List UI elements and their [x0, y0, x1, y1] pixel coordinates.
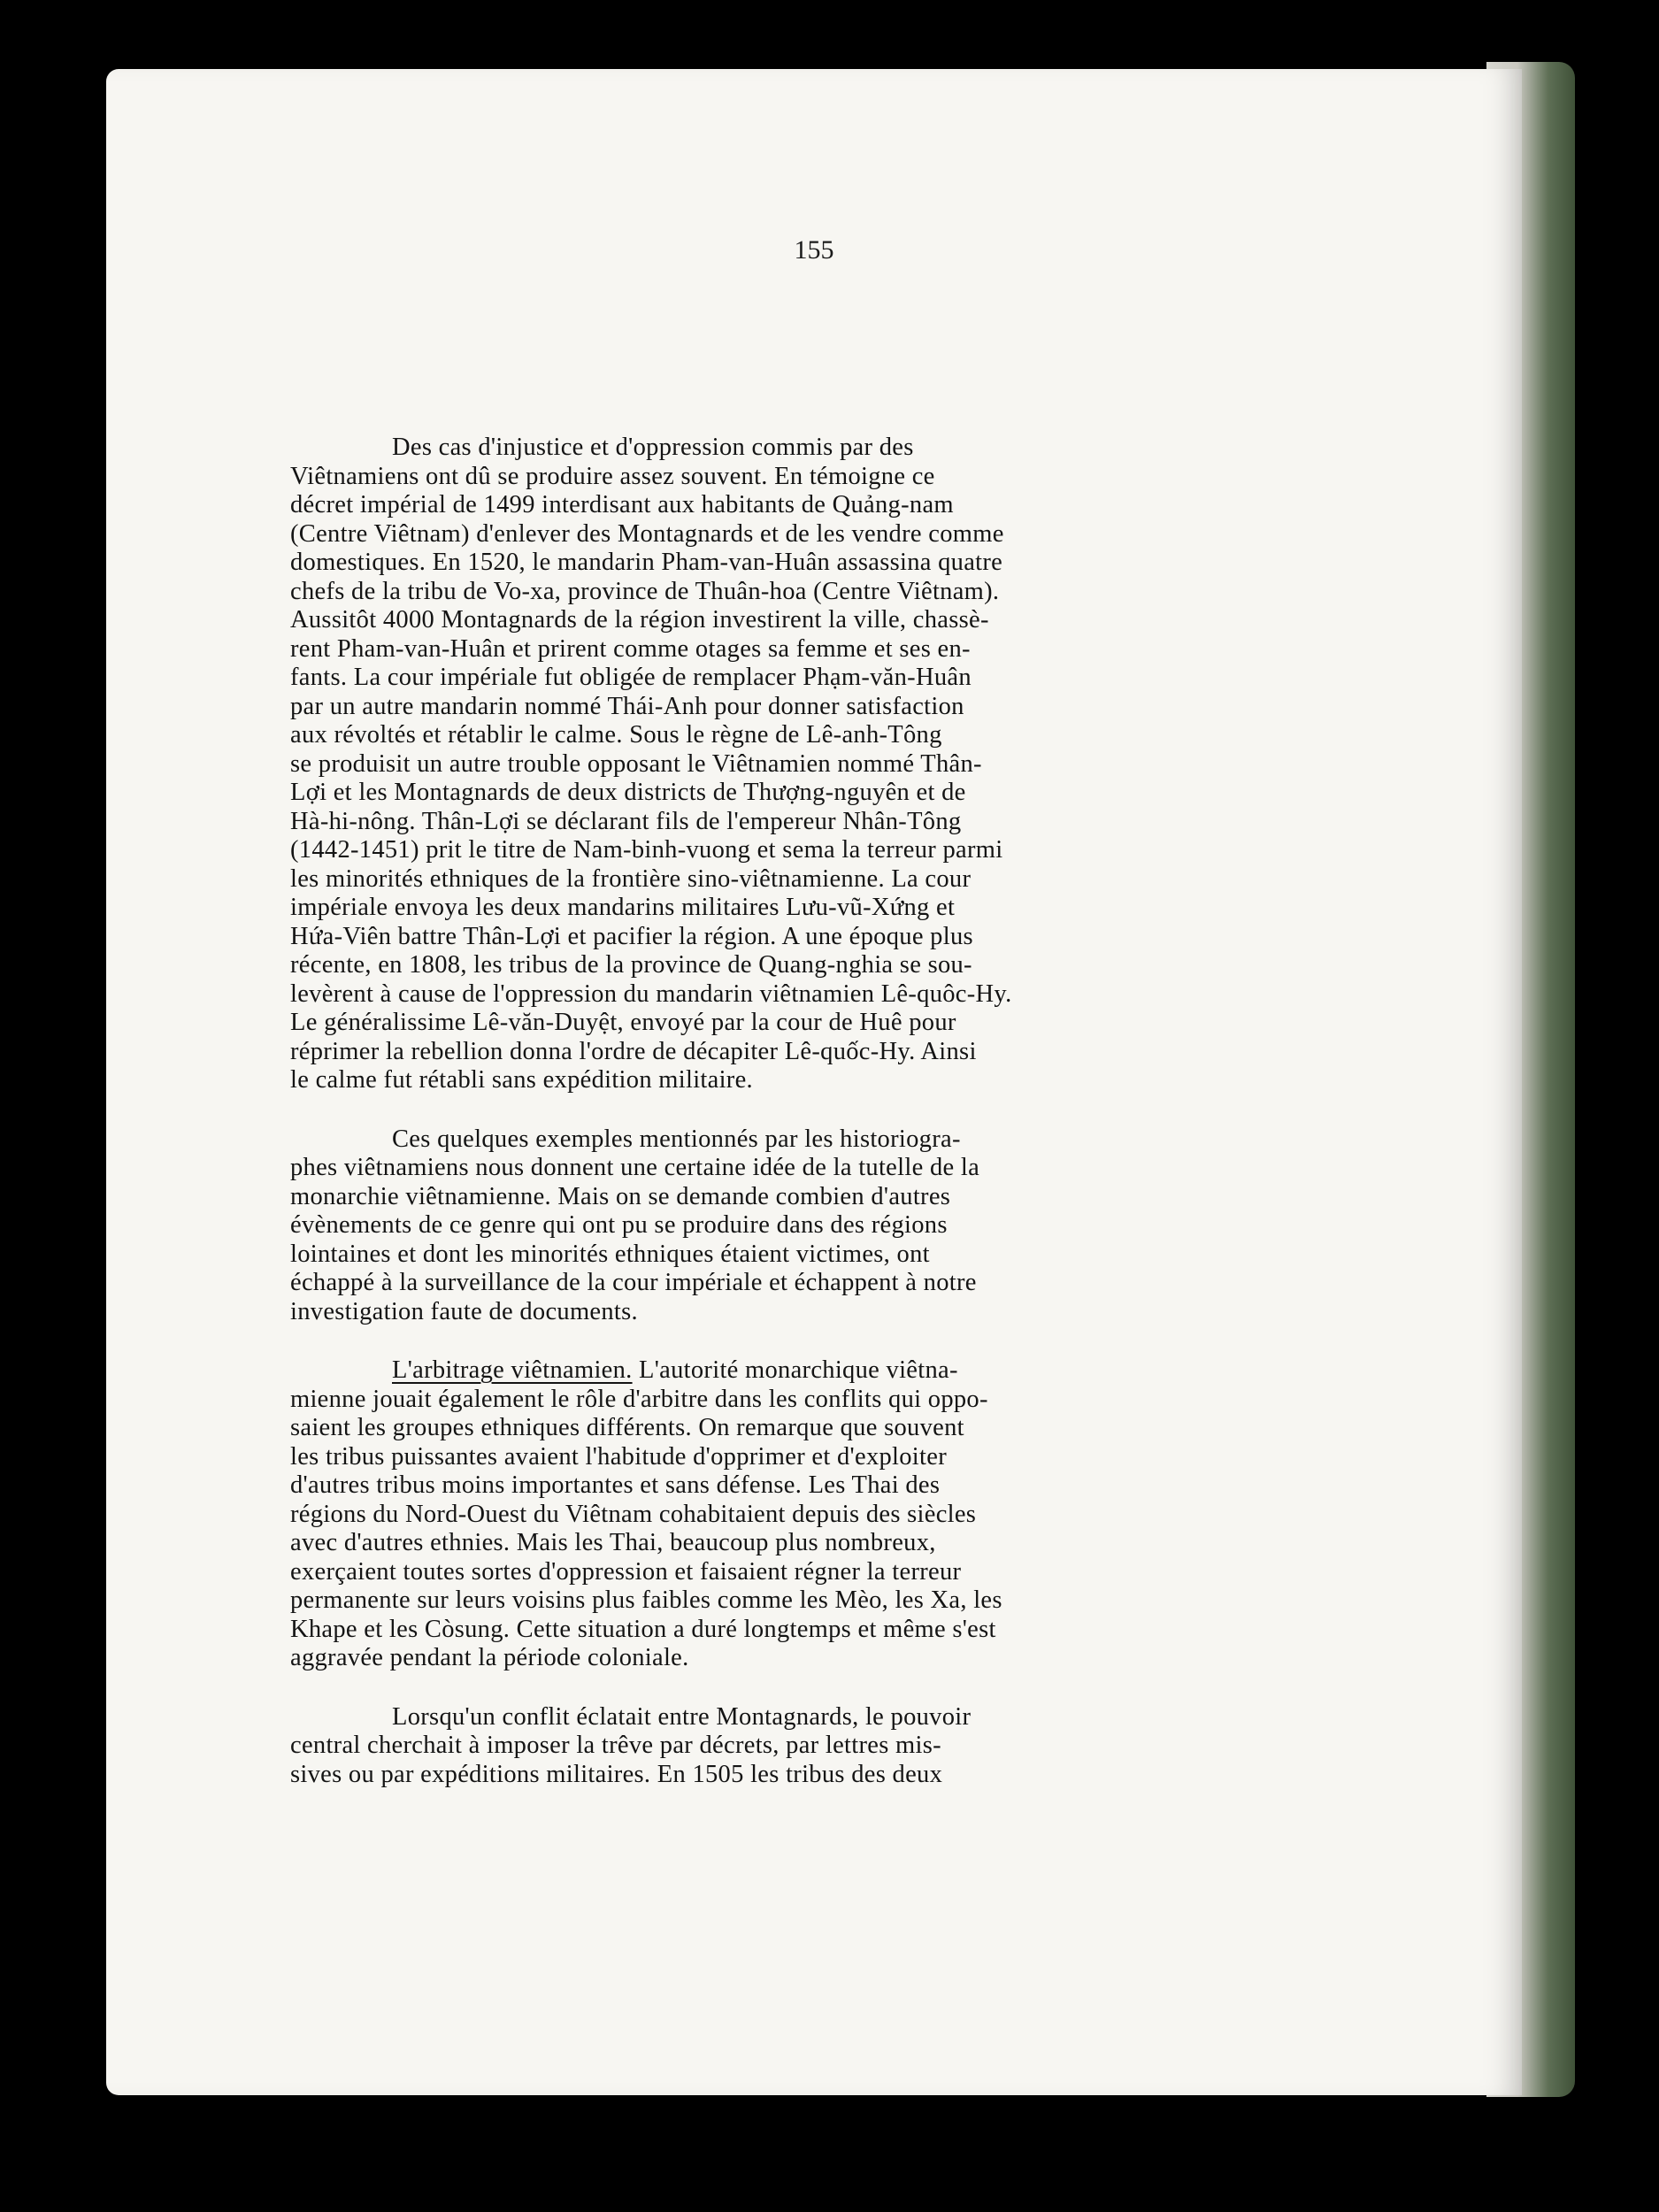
- text-line: les minorités ethniques de la frontière sino-viêtnamienne. La cour: [290, 864, 972, 893]
- text-line: Viêtnamiens ont dû se produire assez souvent. En témoigne ce: [290, 462, 935, 490]
- text-line: permanente sur leurs voisins plus faibles comme les Mèo, les Xa, les: [290, 1586, 1002, 1614]
- text-line: saient les groupes ethniques différents. On remarque que souvent: [290, 1414, 964, 1441]
- text-line: aggravée pendant la période coloniale.: [290, 1644, 689, 1671]
- text-line: Ces quelques exemples mentionnés par les historiogra-: [392, 1125, 961, 1153]
- text-line: se produisit un autre trouble opposant le Viêtnamien nommé Thân-: [290, 749, 982, 778]
- text-line: le calme fut rétabli sans expédition militaire.: [290, 1066, 753, 1094]
- text-line: aux révoltés et rétablir le calme. Sous le règne de Lê-anh-Tông: [290, 721, 942, 749]
- text-line: exerçaient toutes sortes d'oppression et faisaient régner la terreur: [290, 1557, 962, 1586]
- text-line: Hà-hi-nông. Thân-Lợi se déclarant fils de l'empereur Nhân-Tông: [290, 807, 962, 835]
- text-line: levèrent à cause de l'oppression du mandarin viêtnamien Lê-quôc-Hy.: [290, 979, 1012, 1008]
- text-line: Le généralissime Lê-văn-Duyệt, envoyé par la cour de Huê pour: [290, 1009, 956, 1036]
- text-line: monarchie viêtnamienne. Mais on se demande combien d'autres: [290, 1182, 951, 1210]
- text-line: échappé à la surveillance de la cour impériale et échappent à notre: [290, 1269, 977, 1296]
- text-line: mienne jouait également le rôle d'arbitre dans les conflits qui oppo-: [290, 1385, 988, 1413]
- text-line: Lorsqu'un conflit éclatait entre Montagnards, le pouvoir: [392, 1702, 972, 1731]
- paragraph-gap: [290, 1326, 1463, 1356]
- paragraph-gap: [290, 1673, 1463, 1703]
- text-line: rent Pham-van-Huân et prirent comme otages sa femme et ses en-: [290, 634, 971, 663]
- text-line: régions du Nord-Ouest du Viêtnam cohabitaient depuis des siècles: [290, 1500, 977, 1528]
- text-line: d'autres tribus moins importantes et sans défense. Les Thai des: [290, 1471, 941, 1499]
- text-line: (1442-1451) prit le titre de Nam-binh-vuong et sema la terreur parmi: [290, 836, 1003, 864]
- text-line: Aussitôt 4000 Montagnards de la région investirent la ville, chassè-: [290, 606, 989, 634]
- text-line: réprimer la rebellion donna l'ordre de décapiter Lê-quốc-Hy. Ainsi: [290, 1037, 977, 1065]
- paragraph-gap: [290, 1095, 1463, 1125]
- paragraph-2: [290, 1125, 1463, 1327]
- text-line: par un autre mandarin nommé Thái-Anh pour donner satisfaction: [290, 692, 964, 720]
- text-line: phes viêtnamiens nous donnent une certaine idée de la tutelle de la: [290, 1154, 980, 1181]
- text-line: Des cas d'injustice et d'oppression commis par des: [392, 434, 914, 461]
- text-line: évènements de ce genre qui ont pu se produire dans des régions: [290, 1211, 948, 1239]
- paragraph-1: [290, 434, 1463, 1095]
- text-line: avec d'autres ethnies. Mais les Thai, beaucoup plus nombreux,: [290, 1529, 936, 1556]
- text-line: central cherchait à imposer la trêve par décrets, par lettres mis-: [290, 1732, 941, 1759]
- paragraph-3: [290, 1356, 1463, 1673]
- text-line: lointaines et dont les minorités ethniques étaient victimes, ont: [290, 1240, 930, 1268]
- text-line: domestiques. En 1520, le mandarin Pham-van-Huân assassina quatre: [290, 549, 1003, 576]
- text-line: chefs de la tribu de Vo-xa, province de Thuân-hoa (Centre Viêtnam).: [290, 577, 1000, 605]
- text-line: (Centre Viêtnam) d'enlever des Montagnards et de les vendre comme: [290, 519, 1004, 548]
- text-line: fants. La cour impériale fut obligée de remplacer Phạm-văn-Huân: [290, 664, 972, 691]
- page-number: 155: [794, 235, 834, 265]
- paragraph-4: [290, 1703, 1463, 1790]
- text-line: décret impérial de 1499 interdisant aux habitants de Quảng-nam: [290, 491, 954, 518]
- text-line: récente, en 1808, les tribus de la province de Quang-nghia se sou-: [290, 951, 972, 979]
- book-page: [106, 69, 1522, 2095]
- text-line: Lợi et les Montagnards de deux districts de Thượng-nguyên et de: [290, 779, 966, 806]
- text-line: investigation faute de documents.: [290, 1297, 638, 1325]
- text-line: sives ou par expéditions militaires. En 1505 les tribus des deux: [290, 1760, 943, 1788]
- text-line: Khape et les Còsung. Cette situation a duré longtemps et même s'est: [290, 1615, 996, 1643]
- text-line: les tribus puissantes avaient l'habitude d'opprimer et d'exploiter: [290, 1442, 947, 1471]
- text-line: [290, 1356, 1463, 1386]
- section-heading: L'arbitrage viêtnamien.: [392, 1356, 633, 1384]
- page-text: [290, 434, 1463, 1789]
- text-line: Hứa-Viên battre Thân-Lợi et pacifier la région. A une époque plus: [290, 922, 973, 950]
- text-line: impériale envoya les deux mandarins militaires Lưu-vũ-Xứng et: [290, 894, 956, 921]
- heading-line-rest: L'autorité monarchique viêtna-: [632, 1356, 958, 1384]
